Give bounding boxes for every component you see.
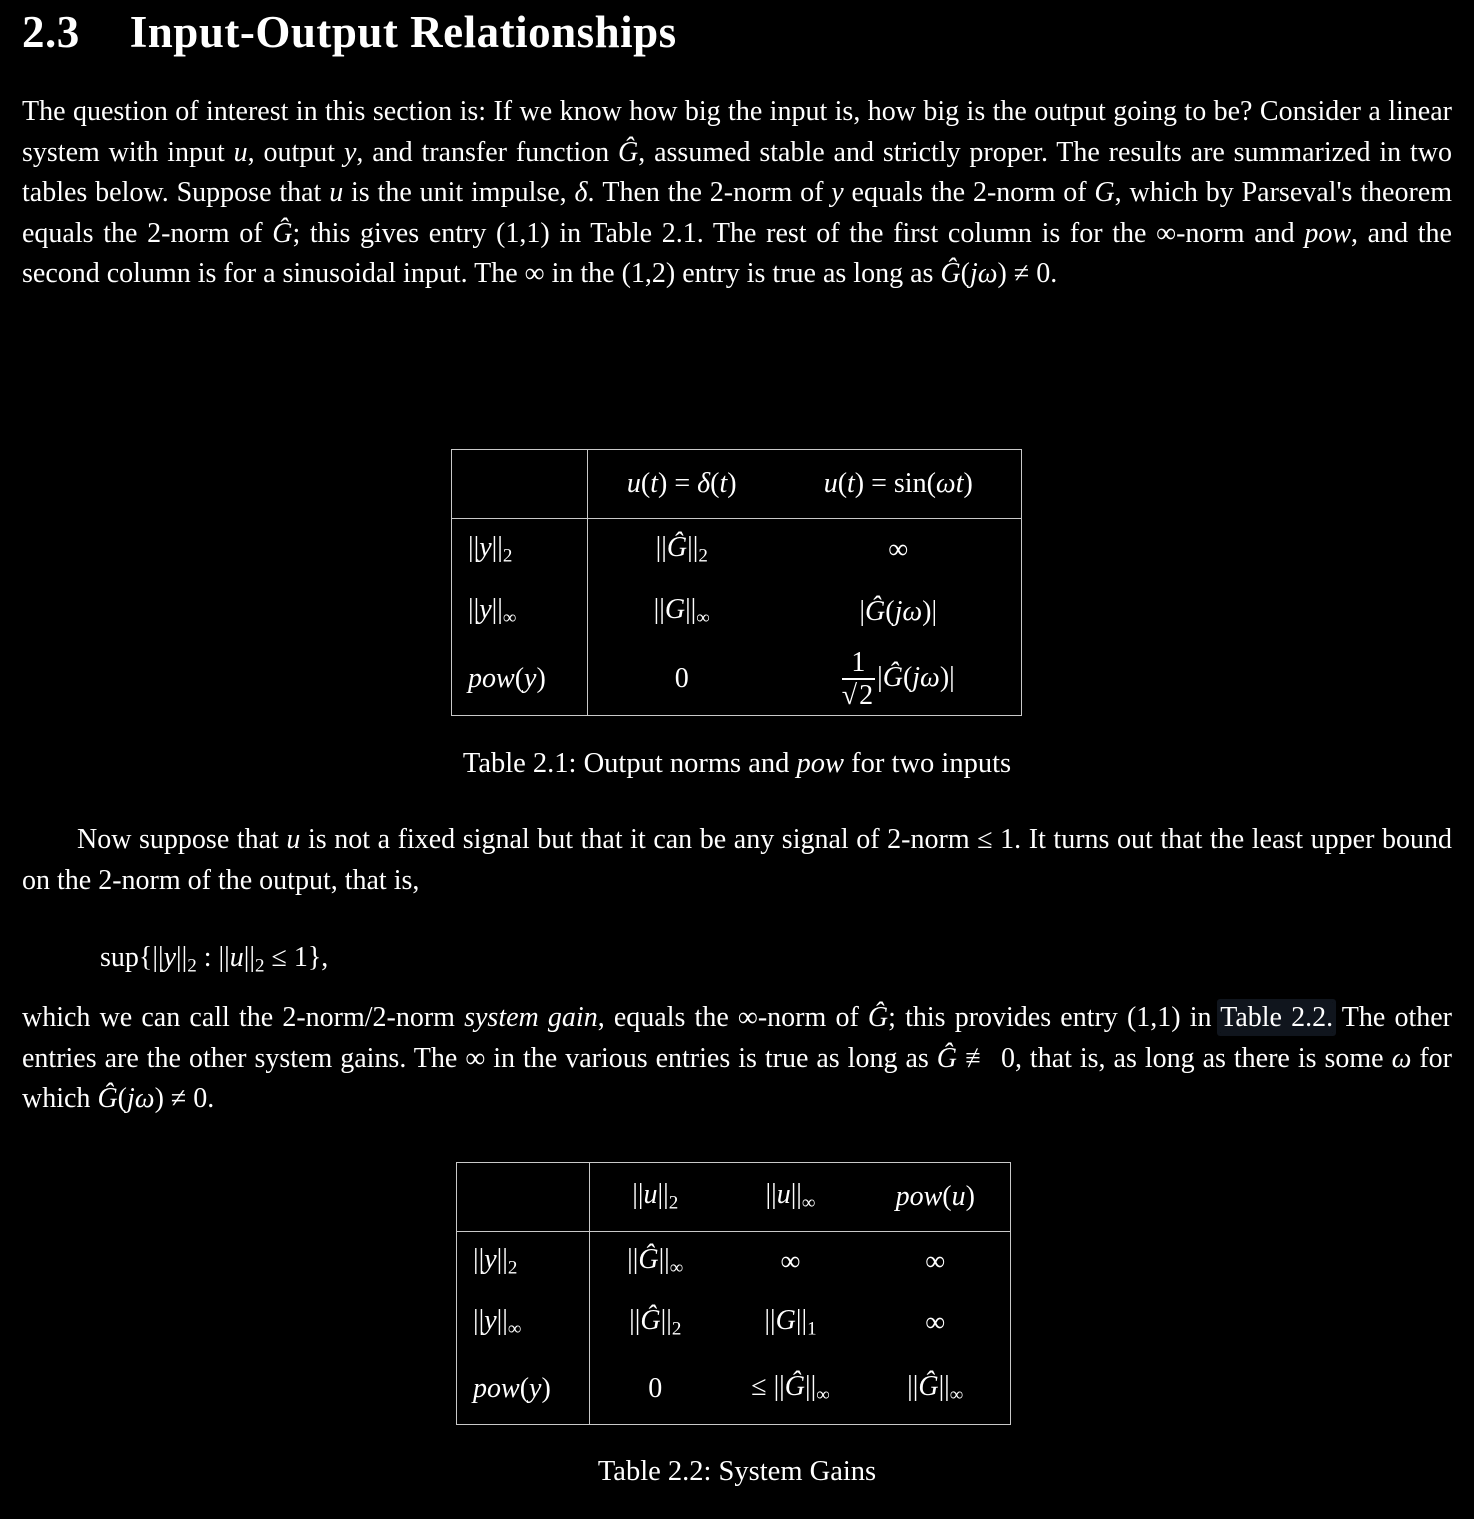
table-2-1-cell-3-1: 0 <box>674 662 689 694</box>
table-row-header <box>452 450 1022 519</box>
table-row <box>452 643 1022 716</box>
table-2-2-row-label-pow: pow(y) <box>457 1354 590 1425</box>
table-2-2-cell-1-1: ||Ĝ||∞ <box>627 1244 684 1279</box>
table-2-1-cell-3-2: $\frac{1}{√2}$ |Ĝ(jω)| <box>841 646 955 711</box>
table-2-1-corner-cell <box>452 450 588 519</box>
table-2-1-row-label-pow: pow(y) <box>452 643 588 716</box>
table-2-1-cell-1-2: ∞ <box>888 533 909 565</box>
table-row <box>457 1232 1011 1293</box>
table-2-2-cell-2-2: ||G||1 <box>764 1305 817 1340</box>
section-number: 2.3 <box>22 7 80 57</box>
table-2-2-cell-3-1: 0 <box>648 1372 663 1404</box>
table-2-2-cell-3-2: ≤ ||Ĝ||∞ <box>751 1371 830 1406</box>
table-row <box>457 1354 1011 1425</box>
table-2-2-cell-1-2: ∞ <box>780 1245 801 1277</box>
table-row-header <box>457 1163 1011 1232</box>
table-2-1-row-label-y2: ||y||2 <box>452 519 588 582</box>
table-2-1-col-header-sinusoid: u(t) = sin(ωt) <box>776 450 1022 519</box>
table-2-2-row-label-yinf: ||y||∞ <box>457 1292 590 1354</box>
table-2-2-col-header-powu: pow(u) <box>861 1163 1011 1232</box>
table-2-2 <box>456 1162 1011 1425</box>
table-2-2-cell-2-1: ||Ĝ||2 <box>629 1305 682 1340</box>
table-2-1-col-header-impulse: u(t) = δ(t) <box>588 450 776 519</box>
paragraph-intro: The question of interest in this section is: If we know how big the input is, how big is the output going to be? Consider a linear system with input u, output y, and transfer function Ĝ, assumed stable and strictly proper. The results are summarized in two tables below. Suppose that u is the unit impulse, δ. Then the 2-norm of y equals the 2-norm of G, which by Parseval's theorem equals the 2-norm of Ĝ; this gives entry (1,1) in Table 2.1. The rest of the first column is for the ∞-norm and pow, and the second column is for a sinusoidal input. The ∞ in the (1,2) entry is true as long as Ĝ(jω) ≠ 0. <box>22 96 1452 290</box>
table-2-2-grid <box>456 1162 1011 1425</box>
table-2-2-cell-2-3: ∞ <box>925 1306 946 1338</box>
table-row <box>457 1292 1011 1354</box>
fraction: $\frac{1}{√2}$ <box>841 646 874 711</box>
paragraph-system-gain: which we can call the 2-norm/2-norm system gain, equals the ∞-norm of Ĝ; this provides entry (1,1) in Table 2.2. The other entries are the other system gains. The ∞ in the various entries is true as long as Ĝ ≢ 0, that is, as long as there is some ω for which Ĝ(jω) ≠ 0. <box>22 1002 1453 1115</box>
section-heading <box>22 6 677 58</box>
table-2-1 <box>451 449 1022 716</box>
table-2-1-cell-2-1: ||G||∞ <box>653 594 710 629</box>
table-row <box>452 581 1022 643</box>
paragraph-suppose: Now suppose that u is not a fixed signal but that it can be any signal of 2-norm ≤ 1. It turns out that the least upper bound on the 2-norm of the output, that is, <box>22 824 1452 896</box>
table-2-2-caption: Table 2.2: System Gains <box>597 1456 877 1487</box>
table-2-2-cell-1-3: ∞ <box>925 1245 946 1277</box>
table-2-1-grid <box>451 449 1022 716</box>
table-2-2-cell-3-3: ||Ĝ||∞ <box>907 1371 964 1406</box>
section-title: Input-Output Relationships <box>129 7 677 57</box>
table-2-2-corner-cell <box>457 1163 590 1232</box>
table-2-2-col-header-uinf: ||u||∞ <box>721 1163 861 1232</box>
table-2-1-caption: Table 2.1: Output norms and pow for two inputs <box>462 748 1012 779</box>
table-2-1-row-label-yinf: ||y||∞ <box>452 581 588 643</box>
table-2-2-row-label-y2: ||y||2 <box>457 1232 590 1293</box>
table-2-2-col-header-u2: ||u||2 <box>590 1163 721 1232</box>
equation-sup-norm: sup{||y||2 : ||u||2 ≤ 1}, <box>100 942 329 977</box>
table-2-1-cell-2-2: |Ĝ(jω)| <box>859 595 938 627</box>
table-2-1-cell-1-1: ||Ĝ||2 <box>655 532 708 567</box>
table-row <box>452 519 1022 582</box>
